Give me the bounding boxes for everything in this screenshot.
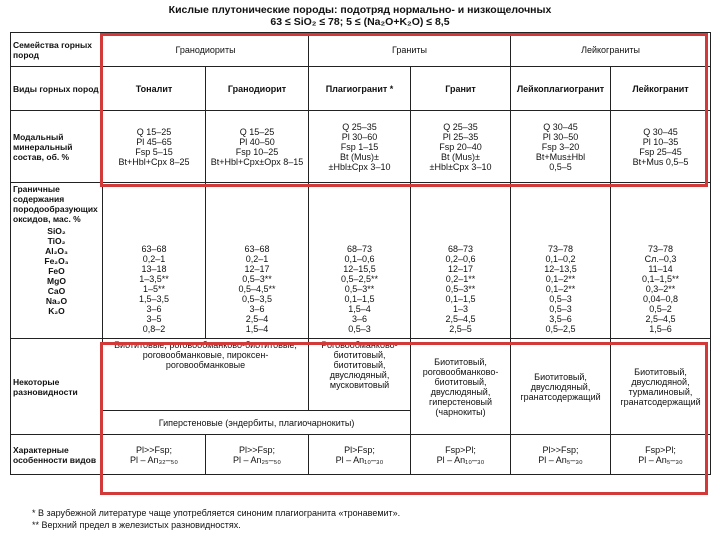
oxide-value: 0,3–2**	[645, 284, 676, 294]
modal-granite	[411, 111, 511, 183]
modal-value: Pl 10–35	[642, 136, 679, 147]
footnote-2: ** Верхний предел в железистых разновидностях.	[32, 520, 241, 530]
oxide-value: 0,5–3**	[344, 284, 375, 294]
feature-anorthite: Pl – An₂₅–₅₀	[233, 454, 282, 465]
footnote-1: * В зарубежной литературе чаще употребляется синоним плагиогранита «тронавемит».	[32, 508, 401, 518]
oxide-value: 68–73	[448, 244, 474, 254]
modal-value: ±Hbl±Cpx 3–10	[328, 161, 391, 172]
modal-value: Fsp 20–40	[439, 141, 482, 152]
oxides-leucogranite	[611, 183, 711, 339]
oxide-value: 0,5–3,5	[241, 294, 273, 304]
oxide-name: Al₂O₃	[45, 246, 68, 256]
oxide-value: 0,1–1,5	[344, 294, 375, 304]
varieties-granodiorite: Биотитовые, роговообманково-биотитовые, роговообманковые, пироксен-роговообманковые	[103, 339, 309, 411]
oxide-name: SiO₂	[47, 226, 66, 236]
oxide-value: 0,5–2,5**	[340, 274, 379, 284]
oxide-value: 0,1–0,6	[344, 254, 375, 264]
oxides-granodiorite	[206, 183, 309, 339]
oxide-name: MgO	[47, 276, 66, 286]
oxide-value: 0,5–3	[549, 304, 572, 314]
varieties-granite: Биотитовый, роговообманково-биотитовый, двуслюдяный, гиперстеновый (чарнокиты)	[411, 339, 511, 435]
family-leucogranites: Лейкограниты	[511, 33, 711, 67]
modal-value: Q 25–35	[443, 121, 478, 132]
modal-leucoplagiogranite	[511, 111, 611, 183]
modal-value: Bt (Mus)±	[340, 151, 379, 162]
modal-value: 0,5–5	[549, 161, 572, 172]
oxide-value: 0,2–1**	[445, 274, 476, 284]
oxide-value: 0,8–2	[142, 324, 166, 334]
oxides-granite	[411, 183, 511, 339]
oxide-value: 2,5–5	[449, 324, 472, 334]
modal-value: Fsp 5–15	[135, 146, 173, 157]
table-title: Кислые плутонические породы: подотряд нормально- и низкощелочных	[168, 4, 552, 16]
oxide-value: 0,04–0,8	[642, 294, 679, 304]
families-label: Семейства горных пород	[11, 33, 103, 67]
oxide-value: 0,5–4,5**	[238, 284, 276, 294]
modal-value: Bt+Hbl+Cpx±Opx 8–15	[210, 156, 304, 167]
modal-value: Pl 30–50	[542, 131, 579, 142]
oxide-value: 2,5–4	[245, 314, 269, 324]
classification-table	[10, 32, 711, 475]
oxide-value: 68–73	[347, 244, 373, 254]
oxide-value: 3–6	[352, 314, 368, 324]
oxide-list	[13, 226, 100, 316]
modal-value: Fsp 1–15	[340, 141, 379, 152]
oxide-name: Na₂O	[45, 296, 68, 306]
oxide-value: 12–17	[448, 264, 474, 274]
feature-tonalite	[103, 435, 206, 475]
oxide-value: 1,5–3,5	[138, 294, 170, 304]
modal-leucogranite	[611, 111, 711, 183]
type-granodiorite: Гранодиорит	[206, 67, 309, 111]
oxide-name: K₂O	[48, 306, 65, 316]
oxide-value: 2,5–4,5	[645, 314, 676, 324]
oxide-name: FeO	[48, 266, 65, 276]
oxide-value: 1–5**	[142, 284, 166, 294]
feature-anorthite: Pl – An₁₀–₃₀	[436, 454, 485, 465]
families-row	[11, 33, 711, 67]
oxide-value: 3,5–6	[549, 314, 572, 324]
varieties-leucoplagiogranite: Биотитовый, двуслюдяный, гранатсодержащий	[511, 339, 611, 435]
oxide-value: 3–6	[146, 304, 162, 314]
features-row	[11, 435, 711, 475]
modal-granodiorite	[206, 111, 309, 183]
features-label: Характерные особенности видов	[11, 435, 103, 475]
oxide-value: 0,5–3	[348, 324, 371, 334]
modal-value: Pl 25–35	[442, 131, 479, 142]
oxide-value: 63–68	[141, 244, 167, 254]
feature-ratio: Pl>>Fsp;	[542, 444, 579, 455]
family-granites: Граниты	[309, 33, 511, 67]
oxide-value: 1,5–4	[348, 304, 371, 314]
oxide-name: TiO₂	[47, 236, 66, 246]
modal-value: Q 25–35	[342, 121, 377, 132]
oxide-value: 12–17	[244, 264, 270, 274]
modal-value: Bt+Hbl+Cpx 8–25	[118, 156, 190, 167]
oxide-value: 3–5	[146, 314, 162, 324]
modal-label: Модальный минеральный состав, об. %	[11, 111, 103, 183]
modal-value: Pl 30–60	[341, 131, 378, 142]
table-subtitle: 63 ≤ SiO₂ ≤ 78; 5 ≤ (Na₂O+K₂O) ≤ 8,5	[270, 16, 450, 28]
modal-value: Pl 40–50	[239, 136, 275, 147]
oxide-name: Fe₂O₃	[44, 256, 69, 266]
oxides-plagiogranite	[309, 183, 411, 339]
feature-plagiogranite	[309, 435, 411, 475]
varieties-hypersthene: Гиперстеновые (эндербиты, плагиочарнокиты)	[103, 411, 411, 435]
types-label: Виды горных пород	[11, 67, 103, 111]
oxides-label: Граничные содержания породообразующих оксидов, мас. %	[13, 184, 98, 224]
oxide-value: 0,2–1	[142, 254, 166, 264]
oxides-leucoplagiogranite	[511, 183, 611, 339]
oxide-value: 73–78	[548, 244, 574, 254]
modal-value: Q 30–45	[643, 126, 678, 137]
oxide-value: 0,5–3	[549, 294, 572, 304]
varieties-plagiogranite: Роговообманково-биотитовый, биотитовый, двуслюдяный, мусковитовый	[309, 339, 411, 411]
type-leucogranite: Лейкогранит	[611, 67, 711, 111]
feature-granite	[411, 435, 511, 475]
feature-leucogranite	[611, 435, 711, 475]
modal-value: Q 15–25	[239, 126, 275, 137]
oxide-value: 12–13,5	[544, 264, 577, 274]
feature-anorthite: Pl – An₁₀–₃₀	[335, 454, 384, 465]
modal-value: Fsp 25–45	[639, 146, 682, 157]
oxide-value: 1–3,5**	[139, 274, 169, 284]
feature-ratio: Pl>>Fsp;	[238, 444, 276, 455]
oxide-value: 73–78	[648, 244, 674, 254]
modal-plagiogranite	[309, 111, 411, 183]
oxide-value: 1–3	[453, 304, 469, 314]
oxides-label-cell	[11, 183, 103, 339]
modal-value: Q 30–45	[543, 121, 578, 132]
modal-tonalite	[103, 111, 206, 183]
feature-anorthite: Pl – An₅–₃₀	[538, 454, 583, 465]
oxides-row	[11, 183, 711, 339]
oxide-value: 2,5–4,5	[445, 314, 476, 324]
oxide-value: 11–14	[648, 264, 673, 274]
oxide-value: 0,1–1,5	[445, 294, 476, 304]
feature-anorthite: Pl – An₅–₃₀	[638, 454, 683, 465]
oxide-value: 1,5–6	[649, 324, 672, 334]
oxide-value: 0,1–2**	[545, 274, 576, 284]
oxide-value: 0,1–0,2	[545, 254, 576, 264]
modal-row	[11, 111, 711, 183]
varieties-label: Некоторые разновидности	[11, 339, 103, 435]
feature-leucoplagiogranite	[511, 435, 611, 475]
modal-value: Q 15–25	[136, 126, 172, 137]
oxide-value: 0,5–3**	[242, 274, 272, 284]
type-leucoplagiogranite: Лейкоплагиогранит	[511, 67, 611, 111]
oxide-value: 0,5–2	[649, 304, 672, 314]
varieties-row	[11, 339, 711, 411]
oxides-tonalite	[103, 183, 206, 339]
oxide-value: 1,5–4	[245, 324, 269, 334]
feature-ratio: Fsp>Pl;	[445, 444, 476, 455]
feature-ratio: Fsp>Pl;	[645, 444, 676, 455]
types-row	[11, 67, 711, 111]
oxide-value: 12–15,5	[343, 264, 376, 274]
feature-anorthite: Pl – An₃₂–₅₀	[129, 454, 179, 465]
oxide-name: CaO	[47, 286, 66, 296]
oxide-value: 0,5–2,5	[545, 324, 576, 334]
modal-value: ±Hbl±Cpx 3–10	[429, 161, 492, 172]
family-granodiorites: Гранодиориты	[103, 33, 309, 67]
modal-value: Fsp 10–25	[235, 146, 279, 157]
type-granite: Гранит	[411, 67, 511, 111]
type-tonalite: Тоналит	[103, 67, 206, 111]
modal-value: Bt+Mus 0,5–5	[632, 156, 689, 167]
feature-ratio: Pl>Fsp;	[344, 444, 375, 455]
oxide-value: 3–6	[249, 304, 265, 314]
modal-value: Fsp 3–20	[541, 141, 580, 152]
oxide-value: 0,2–1	[245, 254, 269, 264]
oxide-value: 0,1–2**	[545, 284, 576, 294]
modal-value: Pl 45–65	[136, 136, 172, 147]
modal-value: Bt (Mus)±	[441, 151, 480, 162]
modal-value: Bt+Mus±Hbl	[535, 151, 586, 162]
feature-granodiorite	[206, 435, 309, 475]
varieties-leucogranite: Биотитовый, двуслюдяной, турмалиновый, гранатсодержащий	[611, 339, 711, 435]
feature-ratio: Pl>>Fsp;	[135, 444, 173, 455]
oxide-value: 63–68	[244, 244, 270, 254]
type-plagiogranite: Плагиогранит *	[309, 67, 411, 111]
oxide-value: 0,1–1,5**	[641, 274, 680, 284]
oxide-value: Сл.–0,3	[644, 254, 677, 264]
oxide-value: 0,2–0,6	[445, 254, 476, 264]
oxide-value: 13–18	[141, 264, 167, 274]
oxide-value: 0,5–3**	[445, 284, 476, 294]
